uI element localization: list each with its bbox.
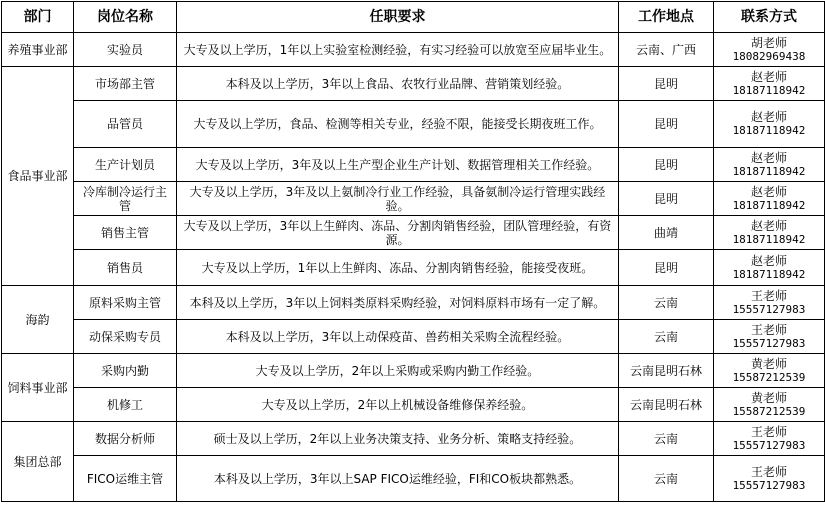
header-row [2, 2, 825, 33]
requirements-cell: 大专及以上学历，食品、检测等相关专业，经验不限，能接受长期夜班工作。 [177, 101, 619, 148]
position-cell: 市场部主管 [74, 67, 177, 101]
contact-name: 王老师 [750, 322, 787, 337]
location-cell: 昆明 [619, 250, 714, 286]
location-cell: 昆明 [619, 182, 714, 216]
contact-name: 赵老师 [750, 150, 787, 165]
table-row [2, 388, 825, 422]
header-dept: 部门 [2, 2, 74, 33]
position-cell: 动保采购专员 [74, 320, 177, 354]
table-row [2, 286, 825, 320]
requirements-cell: 本科及以上学历，3年以上饲料类原料采购经验，对饲料原料市场有一定了解。 [177, 286, 619, 320]
contact-cell [714, 286, 825, 320]
header-position: 岗位名称 [74, 2, 177, 33]
requirements-cell: 硕士及以上学历，2年以上业务决策支持、业务分析、策略支持经验。 [177, 422, 619, 456]
position-cell: 冷库制冷运行主管 [74, 182, 177, 216]
phone-number: 18187118942 [732, 83, 806, 97]
header-requirements: 任职要求 [177, 2, 619, 33]
contact-name: 王老师 [750, 424, 787, 439]
table-row [2, 320, 825, 354]
contact-name: 赵老师 [750, 69, 787, 84]
header-contact: 联系方式 [714, 2, 825, 33]
job-table [1, 1, 825, 502]
position-cell: 销售员 [74, 250, 177, 286]
requirements-cell: 本科及以上学历，3年以上动保疫苗、兽药相关采购全流程经验。 [177, 320, 619, 354]
phone-number: 15557127983 [732, 302, 806, 316]
phone-number: 15587212539 [732, 370, 806, 384]
dept-cell: 食品事业部 [2, 67, 74, 286]
contact-cell [714, 250, 825, 286]
phone-number: 15557127983 [732, 336, 806, 350]
position-cell: 销售主管 [74, 216, 177, 250]
location-cell: 昆明 [619, 101, 714, 148]
contact-cell [714, 388, 825, 422]
requirements-cell: 本科及以上学历，3年以上SAP FICO运维经验，FI和CO板块都熟悉。 [177, 456, 619, 502]
table-row [2, 182, 825, 216]
position-cell: 实验员 [74, 33, 177, 67]
contact-name: 王老师 [750, 464, 787, 479]
contact-cell [714, 320, 825, 354]
phone-number: 18187118942 [732, 267, 806, 281]
table-row [2, 250, 825, 286]
requirements-cell: 大专及以上学历，2年以上采购或采购内勤工作经验。 [177, 354, 619, 388]
requirements-cell: 大专及以上学历，2年以上机械设备维修保养经验。 [177, 388, 619, 422]
position-cell: 机修工 [74, 388, 177, 422]
contact-name: 黄老师 [750, 390, 787, 405]
phone-number: 18187118942 [732, 232, 806, 246]
contact-cell [714, 182, 825, 216]
requirements-cell: 大专及以上学历，1年以上生鲜肉、冻品、分割肉销售经验，能接受夜班。 [177, 250, 619, 286]
contact-name: 赵老师 [750, 218, 787, 233]
position-cell: 生产计划员 [74, 148, 177, 182]
position-cell: 采购内勤 [74, 354, 177, 388]
location-cell: 云南 [619, 286, 714, 320]
phone-number: 15557127983 [732, 478, 806, 492]
header-location: 工作地点 [619, 2, 714, 33]
table-row [2, 101, 825, 148]
contact-name: 赵老师 [750, 110, 787, 124]
phone-number: 18082969438 [732, 49, 806, 63]
requirements-cell: 大专及以上学历，3年及以上氨制冷行业工作经验，具备氨制冷运行管理实践经验。 [177, 182, 619, 216]
requirements-cell: 大专及以上学历，1年以上实验室检测经验，有实习经验可以放宽至应届毕业生。 [177, 33, 619, 67]
phone-number: 15587212539 [732, 404, 806, 418]
contact-name: 赵老师 [750, 253, 787, 268]
position-cell: 数据分析师 [74, 422, 177, 456]
dept-cell: 集团总部 [2, 422, 74, 502]
position-cell: FICO运维主管 [74, 456, 177, 502]
location-cell: 曲靖 [619, 216, 714, 250]
table-row [2, 456, 825, 502]
dept-cell: 饲料事业部 [2, 354, 74, 422]
position-cell: 品管员 [74, 101, 177, 148]
location-cell: 云南 [619, 456, 714, 502]
contact-cell [714, 354, 825, 388]
table-row [2, 216, 825, 250]
contact-name: 胡老师 [750, 35, 787, 50]
table-row [2, 33, 825, 67]
table-row [2, 354, 825, 388]
dept-cell: 养殖事业部 [2, 33, 74, 67]
phone-number: 18187118942 [732, 164, 806, 178]
table-row [2, 67, 825, 101]
contact-cell [714, 216, 825, 250]
dept-cell: 海韵 [2, 286, 74, 354]
location-cell: 云南昆明石林 [619, 388, 714, 422]
contact-name: 王老师 [750, 288, 787, 303]
contact-cell [714, 101, 825, 148]
location-cell: 云南 [619, 422, 714, 456]
location-cell: 云南昆明石林 [619, 354, 714, 388]
position-cell: 原料采购主管 [74, 286, 177, 320]
location-cell: 昆明 [619, 148, 714, 182]
location-cell: 云南、广西 [619, 33, 714, 67]
contact-cell [714, 33, 825, 67]
contact-cell [714, 456, 825, 502]
phone-number: 18187118942 [732, 124, 806, 137]
phone-number: 15557127983 [732, 438, 806, 452]
requirements-cell: 大专及以上学历，3年及以上生产型企业生产计划、数据管理相关工作经验。 [177, 148, 619, 182]
phone-number: 18187118942 [732, 198, 806, 212]
contact-name: 黄老师 [750, 356, 787, 371]
requirements-cell: 本科及以上学历，3年以上食品、农牧行业品牌、营销策划经验。 [177, 67, 619, 101]
contact-cell [714, 67, 825, 101]
location-cell: 昆明 [619, 67, 714, 101]
contact-cell [714, 422, 825, 456]
location-cell: 云南 [619, 320, 714, 354]
contact-cell [714, 148, 825, 182]
contact-name: 赵老师 [750, 184, 787, 199]
table-row [2, 148, 825, 182]
table-row [2, 422, 825, 456]
requirements-cell: 大专及以上学历，3年以上生鲜肉、冻品、分割肉销售经验，团队管理经验，有资源。 [177, 216, 619, 250]
